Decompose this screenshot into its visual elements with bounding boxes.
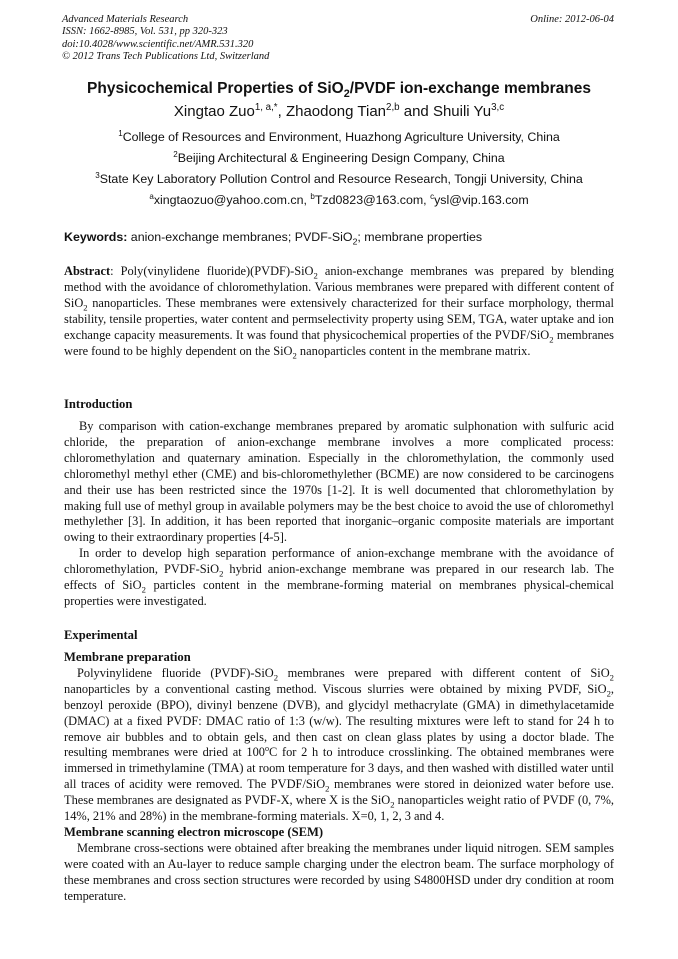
- subscript: 2: [325, 783, 330, 794]
- intro-text: In order to develop high separation performance of anion-exchange membrane with the avoidance of chloromethylation, PVDF-SiO: [64, 546, 614, 577]
- email-link[interactable]: Tzd0823@163.com,: [314, 193, 431, 207]
- email-link[interactable]: ysl@vip.163.com: [434, 193, 529, 207]
- doi-line: doi:10.4028/www.scientific.net/AMR.531.320: [62, 38, 254, 50]
- membrane-preparation-heading: Membrane preparation: [64, 650, 191, 664]
- subscript: 2: [141, 584, 146, 595]
- email-sup: b: [310, 191, 315, 201]
- affiliation-sup: 1: [118, 128, 123, 138]
- intro-text: particles content in the membrane-forming material on membranes physical-chemical properties were investigated.: [64, 578, 614, 608]
- title-text: Physicochemical Properties of SiO: [87, 80, 344, 97]
- author-name: Xingtao Zuo: [173, 103, 255, 120]
- experimental-body: [64, 650, 614, 905]
- subscript: 2: [606, 688, 611, 699]
- exp-text: , benzoyl peroxide (BPO), divinyl benzene (DVB), and glycidyl methacrylate (GMA) in dimethylacetamide (DMAC) at a fixed PVDF: DMAC ratio of 1:3 (w/w). The resulting mixtures were left to stand for 24 h to remove air bubbles and to obtain gels, and then cast on clean glass plates by using a doctor blade. The resulting membranes were dried at 100: [64, 681, 614, 760]
- membrane-preparation-paragraph: [64, 666, 614, 825]
- abstract-text: membranes were found to be highly dependent on the SiO: [64, 327, 614, 358]
- subscript: 2: [549, 334, 554, 345]
- copyright-line: © 2012 Trans Tech Publications Ltd, Switzerland: [62, 51, 270, 63]
- title-text-2: /PVDF ion-exchange membranes: [349, 80, 591, 97]
- introduction-paragraph-2: [64, 546, 614, 610]
- abstract-label: Abstract: [64, 264, 111, 278]
- experimental-heading: Experimental: [64, 628, 138, 642]
- affiliation-text: Beijing Architectural & Engineering Design Company, China: [177, 151, 505, 165]
- keywords-subscript: 2: [352, 236, 358, 247]
- author-sep: ,: [277, 103, 286, 120]
- paper-title: [0, 80, 678, 101]
- exp-text: nanoparticles by a conventional casting method. Viscous slurries were obtained by mixing PVDF, SiO: [64, 681, 607, 696]
- keywords-text: anion-exchange membranes; PVDF-SiO: [127, 230, 353, 244]
- affiliation-sup: 3: [95, 170, 100, 180]
- author-emails: [0, 193, 678, 207]
- affiliation-sup: 2: [173, 149, 178, 159]
- subscript: 2: [609, 672, 614, 683]
- intro-text: hybrid anion-exchange membrane was prepared in our research lab. The effects of SiO: [64, 562, 615, 593]
- abstract-text: : Poly(vinylidene fluoride)(PVDF)-SiO: [110, 264, 314, 278]
- affiliation-3: [0, 172, 678, 186]
- journal-name: Advanced Materials Research: [62, 14, 189, 25]
- affiliation-1: [0, 130, 678, 144]
- affiliation-text: State Key Laboratory Pollution Control and Resource Research, Tongji University, China: [99, 172, 583, 186]
- keywords: [64, 230, 483, 247]
- exp-text: nanoparticles weight ratio of PVDF (0, 7%, 14%, 21% and 28%) in the membrane-forming materials. X=0, 1, 2, 3 and 4.: [64, 793, 614, 824]
- affiliation-2: [0, 151, 678, 165]
- author-sep: and: [399, 103, 433, 120]
- keywords-label: Keywords:: [64, 230, 128, 244]
- abstract-text: anion-exchange membranes was prepared by blending method with the avoidance of chloromethylation. Various membranes were prepared with different content of SiO: [64, 264, 614, 310]
- introduction-heading: Introduction: [64, 397, 133, 411]
- journal-header: [62, 14, 269, 64]
- sem-heading: Membrane scanning electron microscope (SEM): [64, 824, 324, 839]
- exp-text: C for 2 h to introduce crosslinking. The obtained membranes were immersed in trimethylamine (TMA) at room temperature for 3 days, and then washed with distilled water until all traces of acidity were removed. The PVDF/SiO: [64, 745, 614, 792]
- title-subscript: 2: [343, 88, 350, 101]
- abstract: [64, 264, 614, 359]
- exp-text: Polyvinylidene fluoride (PVDF)-SiO: [77, 665, 274, 680]
- abstract-text: nanoparticles content in the membrane matrix.: [296, 343, 531, 358]
- author-name: Shuili Yu: [432, 103, 492, 120]
- degree-sup: o: [264, 744, 270, 754]
- issn-line: ISSN: 1662-8985, Vol. 531, pp 320-323: [62, 26, 228, 38]
- subscript: 2: [219, 568, 224, 579]
- subscript: 2: [292, 350, 297, 360]
- exp-text: membranes were stored in deionized water before use. These membranes are designated as PVDF-X, where X is the SiO: [64, 777, 614, 808]
- exp-text: membranes were prepared with different content of SiO: [278, 665, 610, 680]
- author-sup: 1, a,*: [254, 102, 278, 113]
- email-sup: a: [149, 191, 154, 201]
- author-sup: 2,b: [386, 102, 400, 113]
- subscript: 2: [390, 799, 395, 810]
- subscript: 2: [313, 270, 318, 281]
- author-list: [0, 103, 678, 120]
- email-sup: c: [430, 191, 435, 201]
- affiliation-text: College of Resources and Environment, Huazhong Agriculture University, China: [122, 130, 560, 144]
- introduction-body: [64, 419, 614, 610]
- subscript: 2: [273, 672, 279, 683]
- keywords-text-2: ; membrane properties: [357, 230, 483, 244]
- introduction-paragraph-1: By comparison with cation-exchange membranes prepared by aromatic sulphonation with sulfuric acid chloride, the preparation of anion-exchange membrane involves a more complicated process: chloromethylation and quaternary amination. Especially in the chloromethylation, the commonly used chloromethyl methyl ether (CME) and bis-chloromethylether (BCME) are now considered to be carcinogens and their use has been restricted since the 1970s [1-2]. It is well documented that chloromethylation by making full use of methyl group in available polymers may be the best choice to avoid the use of chloromethyl methylether [3]. In addition, it has been reported that inorganic–organic composite materials are important owing to their extraordinary properties [4-5].: [64, 419, 614, 545]
- subscript: 2: [83, 302, 88, 313]
- author-sup: 3,c: [491, 102, 505, 113]
- abstract-text: nanoparticles. These membranes were extensively characterized for their surface morphology, thermal stability, tensile properties, water content and permselectivity property using SEM, TGA, water uptake and ion exchange capacity measurements. It was found that physicochemical properties of the PVDF/SiO: [64, 295, 614, 342]
- online-date: Online: 2012-06-04: [530, 14, 614, 25]
- author-name: Zhaodong Tian: [285, 103, 387, 120]
- email-link[interactable]: xingtaozuo@yahoo.com.cn,: [153, 193, 311, 207]
- sem-paragraph: Membrane cross-sections were obtained after breaking the membranes under liquid nitrogen. SEM samples were coated with an Au-layer to reduce sample charging under the electron beam. The surface morphology of these membranes and cross section structures were recorded by using S4800HSD under dry condition at room temperature.: [64, 840, 614, 903]
